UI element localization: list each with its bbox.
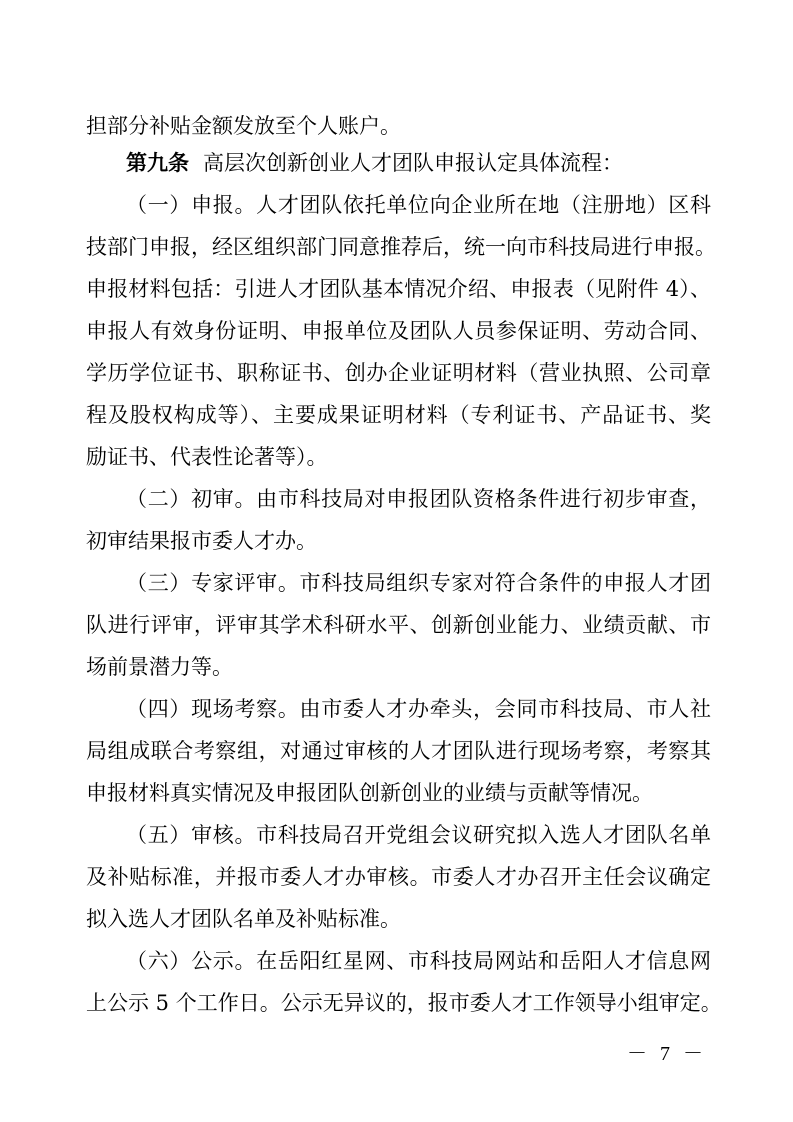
article-number: 第九条 [126,151,189,175]
section-2-line-1: （二）初审。由市科技局对申报团队资格条件进行初步审查， [126,487,711,511]
section-5-line-3: 拟入选人才团队名单及补贴标准。 [86,907,401,931]
article-9-heading [126,148,711,178]
section-1-line-3: 申报材料包括：引进人才团队基本情况介绍、申报表（见附件 4）、 [86,277,711,301]
section-5-line-2: 及补贴标准，并报市委人才办审核。市委人才办召开主任会议确定 [86,865,711,889]
section-5-line-1: （五）审核。市科技局召开党组会议研究拟入选人才团队名单 [126,823,711,847]
section-1-line-5: 学历学位证书、职称证书、创办企业证明材料（营业执照、公司章 [86,361,711,385]
section-1-line-1: （一）申报。人才团队依托单位向企业所在地（注册地）区科 [126,193,711,217]
section-1-line-6: 程及股权构成等）、主要成果证明材料（专利证书、产品证书、奖 [86,403,711,427]
page-number: － 7 － [627,1043,707,1065]
section-6-line-1: （六）公示。在岳阳红星网、市科技局网站和岳阳人才信息网 [126,949,711,973]
article-title: 高层次创新创业人才团队申报认定具体流程： [203,151,623,175]
section-4-line-3: 申报材料真实情况及申报团队创新创业的业绩与贡献等情况。 [86,781,653,805]
section-1-line-4: 申报人有效身份证明、申报单位及团队人员参保证明、劳动合同、 [86,319,711,343]
section-3-line-1: （三）专家评审。市科技局组织专家对符合条件的申报人才团 [126,571,711,595]
section-3-line-2: 队进行评审，评审其学术科研水平、创新创业能力、业绩贡献、市 [86,613,711,637]
section-1-line-7: 励证书、代表性论著等）。 [86,445,328,469]
section-4-line-1: （四）现场考察。由市委人才办牵头，会同市科技局、市人社 [126,697,711,721]
section-2-line-2: 初审结果报市委人才办。 [86,529,317,553]
section-3-line-3: 场前景潜力等。 [86,655,233,679]
section-4-line-2: 局组成联合考察组，对通过审核的人才团队进行现场考察，考察其 [86,739,711,763]
section-1-line-2: 技部门申报，经区组织部门同意推荐后，统一向市科技局进行申报。 [86,235,716,259]
section-6-line-2: 上公示 5 个工作日。公示无异议的，报市委人才工作领导小组审定。 [86,991,722,1015]
paragraph-continuation-line: 担部分补贴金额发放至个人账户。 [86,114,401,138]
